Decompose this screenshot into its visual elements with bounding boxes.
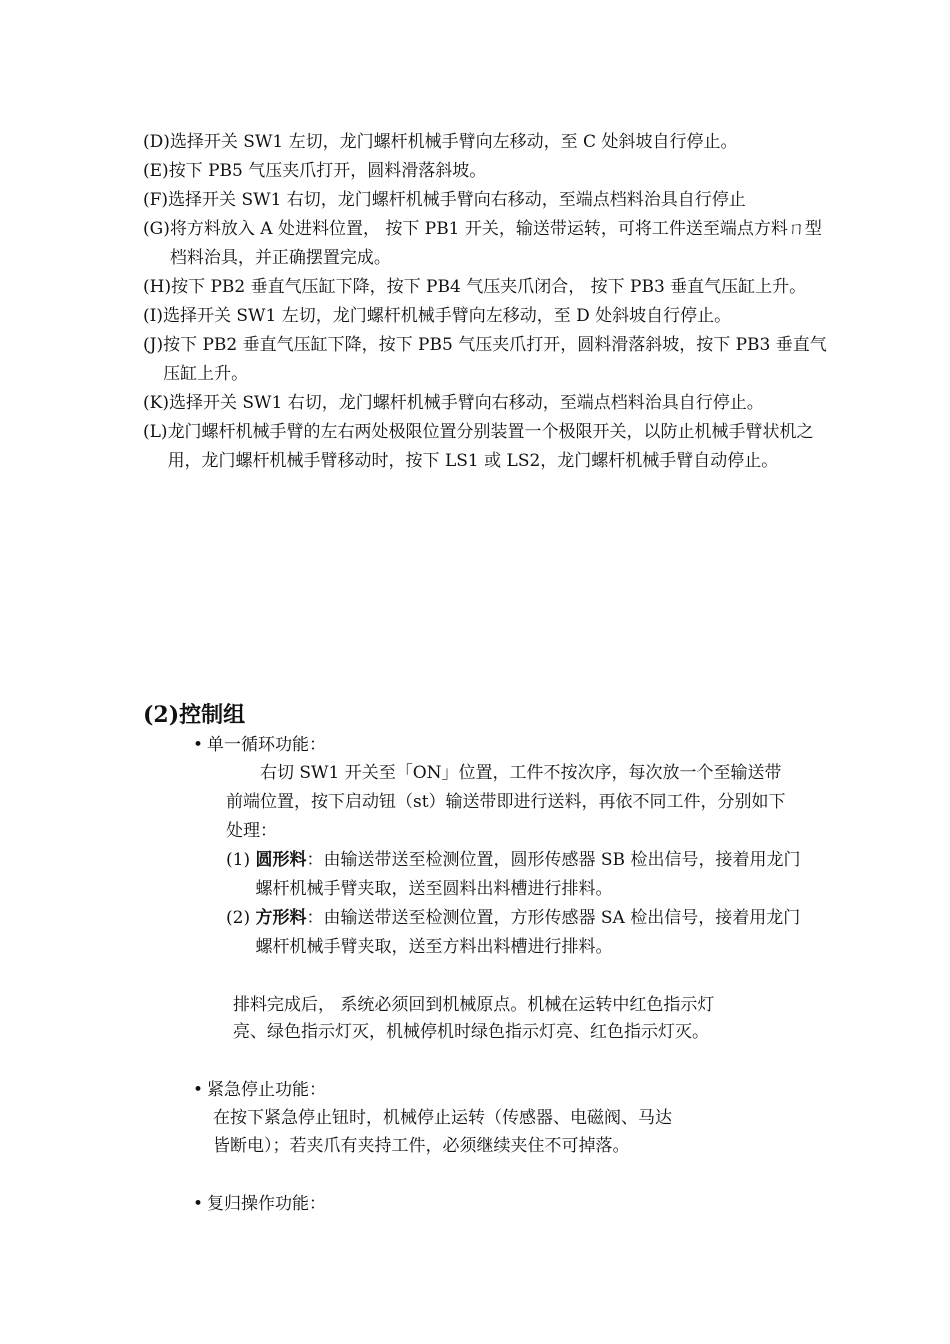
bullet-dot-icon: • — [193, 735, 204, 755]
step-label: (F) — [143, 190, 169, 210]
step-label: (L) — [143, 422, 168, 442]
bullet-title: 紧急停止功能： — [207, 1080, 326, 1100]
step-text: 选择开关 SW1 右切，龙门螺杆机械手臂向右移动，至端点档料治具自行停止 — [168, 190, 746, 210]
step-e — [143, 157, 833, 186]
step-label: (K) — [143, 393, 169, 413]
item-label: (2) — [226, 908, 251, 928]
item-term: 圆形料 — [255, 850, 307, 870]
step-text: 将方料放入 A 处进料位置， 按下 PB1 开关，输送带运转，可将工件送至端点方料ㄇ型档料治具，并正确摆置完成。 — [169, 219, 822, 268]
item-body — [256, 904, 812, 962]
item-label: (1) — [226, 850, 251, 870]
item-body — [256, 846, 812, 904]
bullet-dot-icon: • — [193, 1194, 204, 1214]
step-k — [143, 389, 833, 418]
step-label: (J) — [143, 335, 164, 355]
step-g — [143, 215, 833, 273]
bullet-reset-operation — [193, 1190, 326, 1219]
step-j — [143, 331, 833, 389]
step-text: 龙门螺杆机械手臂的左右两处极限位置分别装置一个极限开关，以防止机械手臂状机之用，龙门螺杆机械手臂移动时，按下 LS1 或 LS2，龙门螺杆机械手臂自动停止。 — [167, 422, 814, 471]
step-label: (I) — [143, 306, 163, 326]
item-text: ：由输送带送至检测位置，方形传感器 SA 检出信号，接着用龙门螺杆机械手臂夹取，送至方料出料槽进行排料。 — [255, 908, 801, 957]
cycle-item-square — [226, 904, 811, 962]
section-heading: (2)控制组 — [143, 702, 246, 728]
bullet-emergency-stop — [193, 1076, 326, 1105]
cycle-item-round — [226, 846, 811, 904]
item-text: ：由输送带送至检测位置，圆形传感器 SB 检出信号，接着用龙门螺杆机械手臂夹取，送至圆料出料槽进行排料。 — [255, 850, 801, 899]
step-text: 选择开关 SW1 左切，龙门螺杆机械手臂向左移动，至 D 处斜坡自行停止。 — [162, 306, 732, 326]
bullet-single-cycle — [193, 731, 326, 760]
step-text: 按下 PB2 垂直气压缸下降，按下 PB4 气压夹爪闭合， 按下 PB3 垂直气压缸上升。 — [171, 277, 807, 297]
step-l — [143, 418, 833, 476]
step-d — [143, 128, 833, 157]
step-label: (D) — [143, 132, 170, 152]
step-f — [143, 186, 833, 215]
step-label: (E) — [143, 161, 169, 181]
bullet-title: 复归操作功能： — [207, 1194, 326, 1214]
step-h — [143, 273, 833, 302]
emergency-line1: 在按下紧急停止钮时，机械停止运转（传感器、电磁阀、马达 — [213, 1108, 672, 1128]
item-term: 方形料 — [255, 908, 307, 928]
step-text: 按下 PB5 气压夹爪打开，圆料滑落斜坡。 — [168, 161, 487, 181]
step-label: (H) — [143, 277, 172, 297]
cycle-intro: 右切 SW1 开关至「ON」位置，工件不按次序，每次放一个至输送带前端位置，按下启动钮（st）输送带即进行送料，再依不同工件，分别如下处理： — [226, 763, 786, 841]
step-label: (G) — [143, 219, 170, 239]
bullet-dot-icon: • — [193, 1080, 204, 1100]
step-text: 选择开关 SW1 左切，龙门螺杆机械手臂向左移动，至 C 处斜坡自行停止。 — [169, 132, 738, 152]
bullet-title: 单一循环功能： — [207, 735, 326, 755]
step-text: 选择开关 SW1 右切，龙门螺杆机械手臂向右移动，至端点档料治具自行停止。 — [168, 393, 764, 413]
cycle-note-line1: 排料完成后， 系统必须回到机械原点。机械在运转中红色指示灯 — [233, 995, 715, 1015]
cycle-items — [226, 846, 811, 962]
cycle-note-line2: 亮、绿色指示灯灭，机械停机时绿色指示灯亮、红色指示灯灭。 — [233, 1022, 709, 1042]
procedure-steps — [143, 128, 833, 476]
step-i — [143, 302, 833, 331]
emergency-line2: 皆断电）；若夹爪有夹持工件，必须继续夹住不可掉落。 — [213, 1136, 630, 1156]
step-text: 按下 PB2 垂直气压缸下降，按下 PB5 气压夹爪打开，圆料滑落斜坡，按下 PB3 垂直气压缸上升。 — [163, 335, 827, 384]
